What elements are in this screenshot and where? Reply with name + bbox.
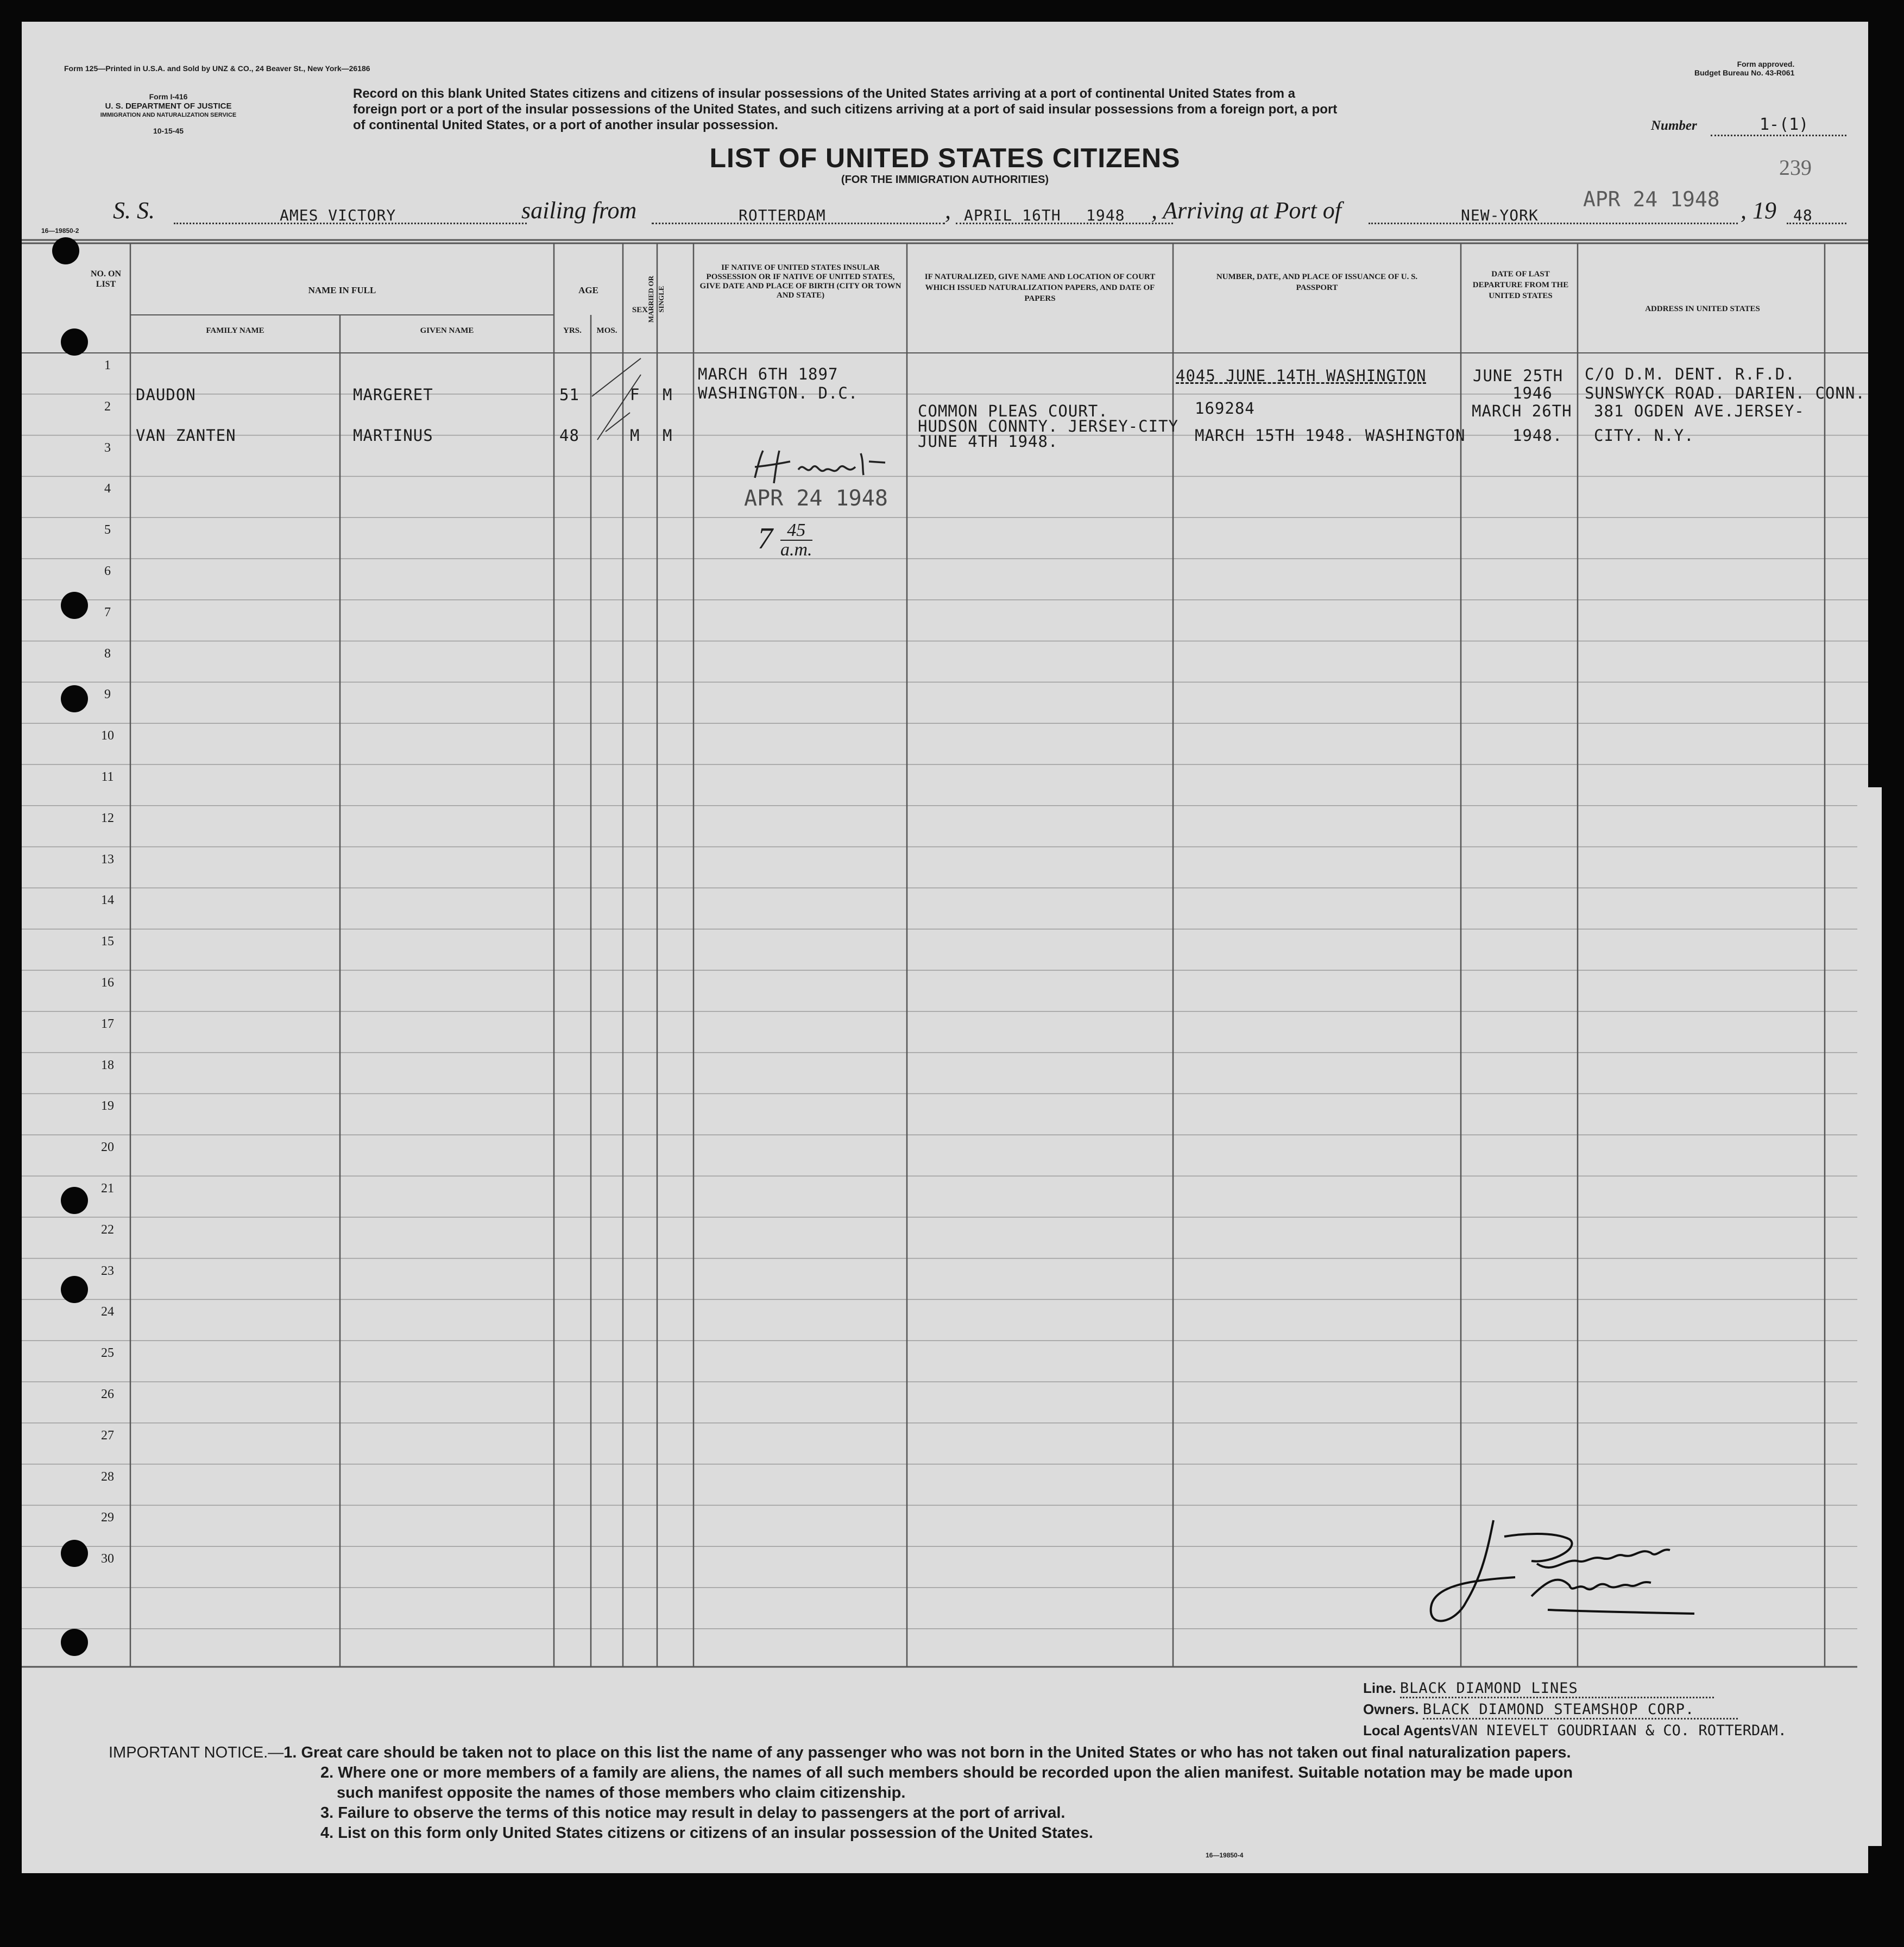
- col-native: IF NATIVE OF UNITED STATES INSULAR POSSESSION OR IF NATIVE OF UNITED STATES, GIVE DATE AND PLACE OF BIRTH (CITY OR TOWN AND STATE): [699, 263, 901, 300]
- row-number: 9: [104, 687, 111, 702]
- row-number: 8: [104, 646, 111, 661]
- notice-item-3: 3. Failure to observe the terms of this notice may result in delay to passengers at the port of arrival.: [320, 1804, 1066, 1822]
- department: U. S. DEPARTMENT OF JUSTICE: [105, 102, 232, 111]
- row-number: 30: [101, 1552, 114, 1566]
- budget-text: Budget Bureau No. 43-R061: [1694, 68, 1795, 77]
- arrival-date-stamp: APR 24 1948: [1583, 187, 1720, 211]
- inspection-hour: 7: [758, 522, 773, 555]
- arriving-label: , Arriving at Port of: [1151, 197, 1341, 224]
- comma: ,: [945, 197, 951, 224]
- row-number: 27: [101, 1428, 114, 1443]
- inspection-date-stamp: APR 24 1948: [744, 486, 888, 511]
- form-approved: [1694, 60, 1794, 77]
- line-value: BLACK DIAMOND LINES: [1400, 1680, 1714, 1698]
- binder-hole: [61, 328, 88, 356]
- shipping-info: [1363, 1678, 1787, 1741]
- row-number: 15: [101, 934, 114, 949]
- owners-value: BLACK DIAMOND STEAMSHOP CORP.: [1423, 1701, 1738, 1720]
- departure-year: 1946: [1512, 384, 1553, 402]
- binder-hole: [61, 1629, 88, 1656]
- row-number: 21: [101, 1181, 114, 1196]
- binder-hole: [61, 1276, 88, 1303]
- date-code: 10-15-45: [153, 127, 184, 135]
- court-location: HUDSON CONNTY. JERSEY-CITY: [918, 417, 1178, 435]
- binder-hole: [61, 685, 88, 712]
- number-value: 1-(1): [1760, 115, 1809, 134]
- inspection-minute-value: 45: [780, 521, 812, 541]
- col-mos: MOS.: [596, 326, 617, 335]
- row-number: 19: [101, 1099, 114, 1114]
- arrival-year-label: , 19: [1741, 197, 1776, 224]
- agents-value: VAN NIEVELT GOUDRIAAN & CO. ROTTERDAM.: [1451, 1722, 1787, 1739]
- row-number: 1: [104, 358, 111, 372]
- bottom-code: 16—19850-4: [1206, 1851, 1244, 1859]
- row-number: 24: [101, 1305, 114, 1319]
- notice-item-2: 2. Where one or more members of a family are aliens, the names of all such members should be recorded upon the alien manifest. Suitable notation may be made upon: [320, 1764, 1573, 1781]
- arrival-year: 48: [1793, 206, 1813, 224]
- inspector-signature: [739, 445, 912, 489]
- row-number: 3: [104, 440, 111, 455]
- row-number: 23: [101, 1263, 114, 1278]
- col-name-in-full: NAME IN FULL: [308, 285, 376, 295]
- marital-status: M: [663, 385, 673, 404]
- address-line: CITY. N.Y.: [1594, 426, 1694, 445]
- departure-date: JUNE 25TH: [1473, 366, 1563, 385]
- col-address: ADDRESS IN UNITED STATES: [1645, 305, 1760, 313]
- naturalization-date: JUNE 4TH 1948.: [918, 432, 1058, 451]
- address-line: C/O D.M. DENT. R.F.D.: [1585, 365, 1795, 383]
- age-years: 48: [559, 426, 579, 445]
- departure-date: APRIL 16TH: [964, 206, 1061, 224]
- master-signature: [1423, 1515, 1760, 1634]
- page-subtitle: (FOR THE IMMIGRATION AUTHORITIES): [841, 174, 1049, 186]
- col-sex: SEX: [632, 306, 648, 314]
- owners-label: Owners: [1363, 1701, 1415, 1717]
- departure-date: MARCH 26TH: [1472, 402, 1572, 420]
- ship-name: AMES VICTORY: [280, 206, 396, 224]
- inspection-minutes: [780, 521, 812, 559]
- row-number: 28: [101, 1469, 114, 1484]
- birth-date: MARCH 6TH 1897: [698, 365, 838, 383]
- row-number: 22: [101, 1222, 114, 1237]
- row-number: 18: [101, 1058, 114, 1072]
- printer-line: Form 125—Printed in U.S.A. and Sold by UNZ & CO., 24 Beaver St., New York—26186: [64, 64, 370, 73]
- agents-label: Local Agents: [1363, 1722, 1452, 1739]
- departure-year: 1948.: [1512, 426, 1563, 445]
- sex: F: [630, 385, 640, 404]
- intro-line: of continental United States, or a port of another insular possession.: [353, 118, 778, 132]
- sheet-edge: [1857, 787, 1882, 1846]
- row-number: 11: [101, 770, 114, 784]
- row-number: 25: [101, 1346, 114, 1361]
- ss-label: S. S.: [113, 197, 155, 224]
- department-block: [87, 92, 250, 136]
- page-number: 239: [1779, 155, 1812, 180]
- departure-port: ROTTERDAM: [739, 206, 826, 224]
- row-number: 29: [101, 1510, 114, 1525]
- left-code: 16—19850-2: [41, 227, 79, 235]
- passport-info: 4045 JUNE 14TH WASHINGTON: [1176, 366, 1427, 385]
- passport-number: 169284: [1195, 399, 1255, 418]
- arrival-year-prefix: 19: [1752, 197, 1776, 224]
- col-married-single: MARRIED OR SINGLE: [647, 275, 665, 323]
- marital-status: M: [663, 426, 673, 445]
- intro-paragraph: [353, 86, 1580, 133]
- family-name: VAN ZANTEN: [136, 426, 236, 445]
- col-passport: NUMBER, DATE, AND PLACE OF ISSUANCE OF U. S. PASSPORT: [1216, 273, 1418, 292]
- age-years: 51: [559, 385, 579, 404]
- departure-year: 1948: [1086, 206, 1125, 224]
- row-number: 2: [104, 399, 111, 414]
- notice-text: 1. Great care should be taken not to place on this list the name of any passenger who was not born in the United States or who has not taken out final naturalization papers.: [283, 1744, 1571, 1761]
- line-row: Line. BLACK DIAMOND LINES: [1363, 1678, 1787, 1699]
- sailing-label: sailing from: [521, 197, 637, 224]
- approved-text: Form approved.: [1737, 60, 1795, 68]
- inspection-time: [758, 521, 812, 559]
- arriving-text: Arriving at Port of: [1163, 197, 1341, 224]
- notice-item-1: [109, 1743, 1846, 1763]
- passport-info: MARCH 15TH 1948. WASHINGTON: [1195, 426, 1466, 445]
- binder-hole: [61, 1187, 88, 1214]
- binder-hole: [52, 237, 79, 264]
- page-title: LIST OF UNITED STATES CITIZENS: [709, 143, 1181, 173]
- row-number: 6: [104, 564, 111, 578]
- col-departure: DATE OF LAST DEPARTURE FROM THE UNITED STATES: [1472, 270, 1569, 300]
- row-number: 13: [101, 852, 114, 867]
- row-number: 12: [101, 811, 114, 825]
- row-number: 7: [104, 605, 111, 620]
- arrival-port: NEW-YORK: [1461, 206, 1539, 224]
- agents-row: [1363, 1720, 1787, 1741]
- notice-item-4: 4. List on this form only United States citizens or citizens of an insular possession of the United States.: [320, 1824, 1093, 1842]
- col-given-name: GIVEN NAME: [420, 326, 474, 335]
- line-label: Line: [1363, 1680, 1392, 1696]
- row-number: 10: [101, 729, 114, 743]
- important-notice: [109, 1743, 1846, 1843]
- citizens-table: [22, 239, 1868, 1670]
- binder-hole: [61, 1540, 88, 1567]
- row-number: 16: [101, 976, 114, 990]
- table-grid: [22, 239, 1868, 1670]
- given-name: MARGERET: [353, 385, 433, 404]
- given-name: MARTINUS: [353, 426, 433, 445]
- notice-lead: IMPORTANT NOTICE.—: [109, 1744, 284, 1761]
- number-label: Number: [1651, 118, 1697, 133]
- family-name: DAUDON: [136, 385, 196, 404]
- service: IMMIGRATION AND NATURALIZATION SERVICE: [100, 112, 237, 118]
- sex: M: [630, 426, 640, 445]
- row-number: 20: [101, 1140, 114, 1155]
- arrival-port-line: [1369, 223, 1738, 224]
- address-line: SUNSWYCK ROAD. DARIEN. CONN.: [1585, 384, 1865, 402]
- birth-place: WASHINGTON. D.C.: [698, 384, 859, 402]
- row-number: 26: [101, 1387, 114, 1401]
- row-number: 5: [104, 523, 111, 538]
- row-number: 17: [101, 1016, 114, 1031]
- col-yrs: YRS.: [563, 326, 582, 335]
- court-name: COMMON PLEAS COURT.: [918, 402, 1108, 420]
- number-line: [1711, 135, 1846, 136]
- manifest-sheet: [22, 22, 1868, 1873]
- col-naturalized: IF NATURALIZED, GIVE NAME AND LOCATION OF COURT WHICH ISSUED NATURALIZATION PAPERS, AND DATE OF PAPERS: [924, 273, 1156, 303]
- address-line: 381 OGDEN AVE.JERSEY-: [1594, 402, 1805, 420]
- col-no-on-list: NO. ON LIST: [91, 269, 121, 289]
- intro-line: Record on this blank United States citizens and citizens of insular possessions of the United States arriving at a port of continental United States from a: [353, 86, 1295, 101]
- notice-item-2-cont: such manifest opposite the names of those members who claim citizenship.: [337, 1784, 906, 1801]
- owners-row: Owners. BLACK DIAMOND STEAMSHOP CORP.: [1363, 1699, 1787, 1720]
- intro-line: foreign port or a port of the insular possessions of the United States, and such citizens arriving at a port of said insular possessions from a foreign port, a port: [353, 102, 1338, 117]
- inspection-am: a.m.: [780, 540, 812, 560]
- row-number: 4: [104, 482, 111, 496]
- form-no: Form I-416: [149, 92, 188, 101]
- col-age: AGE: [578, 285, 598, 295]
- row-number: 14: [101, 893, 114, 908]
- binder-hole: [61, 592, 88, 619]
- col-family-name: FAMILY NAME: [206, 326, 264, 335]
